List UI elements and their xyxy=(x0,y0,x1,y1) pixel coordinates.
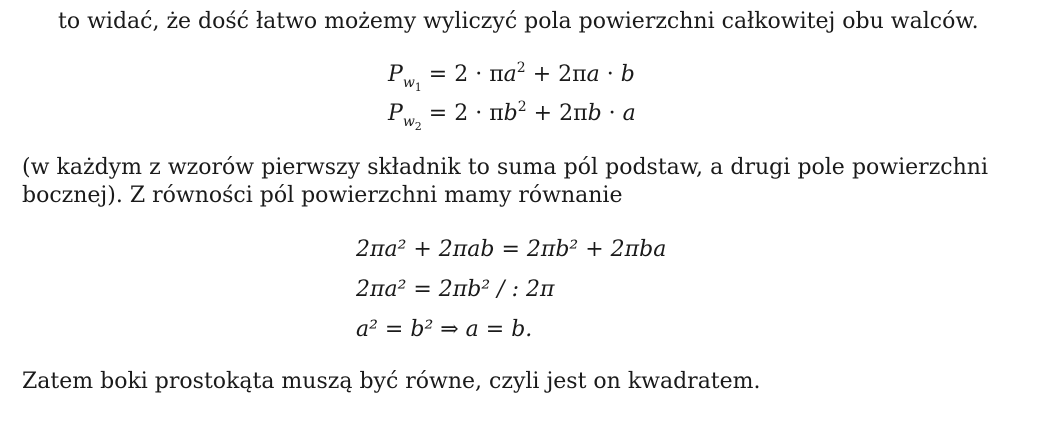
formula-pw1: $P_{w_1} = 2 \cdot \pi a^2 + 2\pi a \cdot b$ xyxy=(388,60,635,94)
equation-3: a² = b² ⇒ a = b. xyxy=(356,317,533,342)
equation-1: 2πa² + 2πab = 2πb² + 2πba xyxy=(356,237,667,262)
paragraph-line-1: (w każdym z wzorów pierwszy składnik to suma pól podstaw, a drugi pole powierzchni xyxy=(22,155,988,180)
paragraph-line-2: bocznej). Z równości pól powierzchni mamy równanie xyxy=(22,183,623,208)
intro-line: to widać, że dość łatwo możemy wyliczyć pola powierzchni całkowitej obu walców. xyxy=(58,9,979,34)
equation-2: 2πa² = 2πb² / : 2π xyxy=(356,277,555,302)
formula-pw2: $P_{w_2} = 2 \cdot \pi b^2 + 2\pi b \cdot a$ xyxy=(388,99,636,133)
conclusion-line: Zatem boki prostokąta muszą być równe, czyli jest on kwadratem. xyxy=(22,369,761,394)
